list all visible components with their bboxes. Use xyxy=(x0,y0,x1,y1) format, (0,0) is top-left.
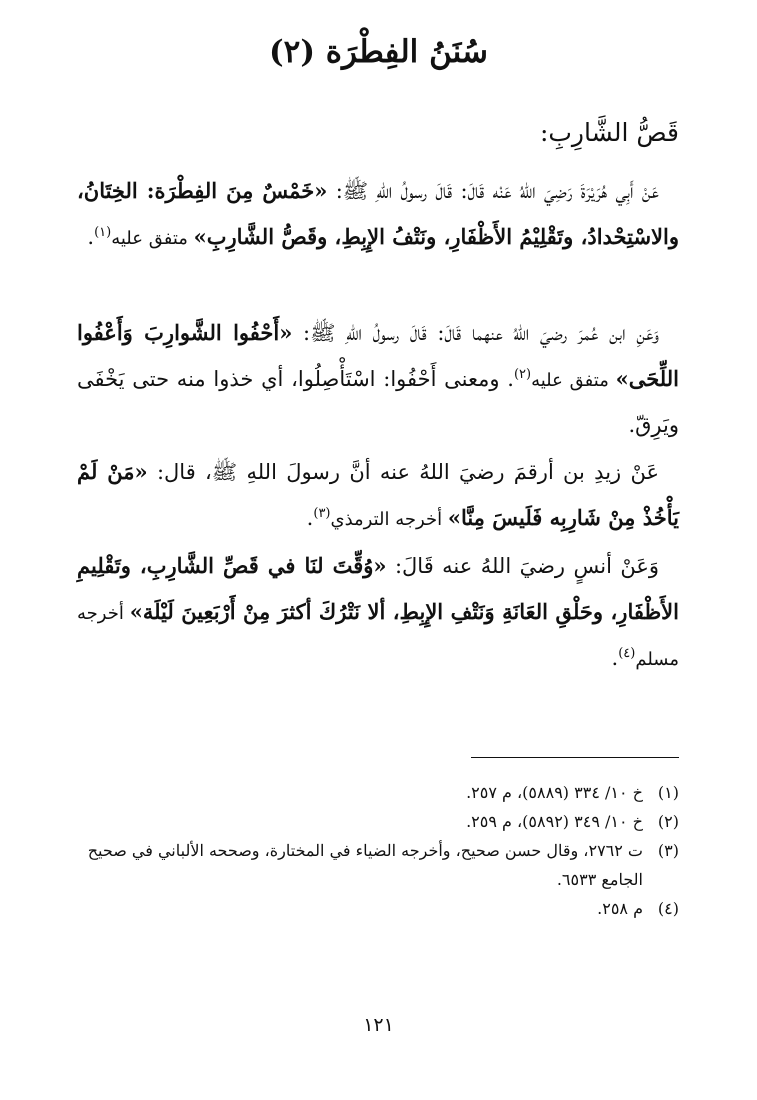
footnote-number: (٢) xyxy=(657,812,679,831)
paragraph-lead: وَعَنِ ابن عُمرَ رضيَ اللهُ عنهما قَالَ: قَالَ رسولُ اللهِ ﷺ: xyxy=(292,321,659,345)
hadith-source: أخرجه مسلم xyxy=(77,603,679,670)
hadith-text: «مَنْ لَمْ يَأْخُذْ مِنْ شَارِبِه فَلَيسَ مِنَّا» xyxy=(77,459,679,530)
footnote-number: (١) xyxy=(657,783,679,802)
paragraph-tail: . xyxy=(306,506,314,530)
footnote-divider xyxy=(471,757,679,758)
paragraph-tail: . xyxy=(611,646,619,670)
hadith-text: «خَمْسٌ مِنَ الفِطْرَة: الخِتَانُ، والاسْتِحْدادُ، وتَقْلِيْمُ الأَظْفَارِ، ونَتْفُ الإِبِطِ، وقَصُّ الشَّارِبِ» xyxy=(77,178,679,249)
paragraph-2 xyxy=(77,310,679,448)
page-title: سُنَنُ الفِطْرَة (٢) xyxy=(268,34,489,70)
footnotes-list xyxy=(69,778,679,923)
paragraph-lead: عَنْ زيدِ بن أرقمَ رضيَ اللهُ عنه أنَّ رسولَ اللهِ ﷺ، قال: xyxy=(147,460,659,484)
paragraph-lead: وَعَنْ أنسٍ رضيَ اللهُ عنه قَالَ: xyxy=(386,554,659,578)
hadith-source: متفق عليه xyxy=(531,370,616,391)
footnote-ref-1[interactable]: (١) xyxy=(94,225,112,240)
footnote-item xyxy=(69,807,679,836)
footnote-item xyxy=(69,894,679,923)
hadith-source: متفق عليه xyxy=(111,228,194,249)
paragraph-lead: عَنْ أَبِي هُرَيْرَةَ رَضِيَ اللهُ عَنْه قَالَ: قَالَ رسولُ اللهِ ﷺ: xyxy=(327,179,659,203)
hadith-text: «أَحْفُوا الشَّوارِبَ وَأَعْفُوا اللِّحَى» xyxy=(77,320,679,391)
footnote-item xyxy=(69,778,679,807)
footnote-number: (٣) xyxy=(657,841,679,860)
paragraph-tail: . xyxy=(87,225,95,249)
hadith-source: أخرجه الترمذي xyxy=(330,509,448,530)
footnote-ref-3[interactable]: (٣) xyxy=(313,506,331,521)
footnote-ref-4[interactable]: (٤) xyxy=(618,646,636,661)
footnote-item xyxy=(69,836,679,894)
page-number: ١٢١ xyxy=(363,1014,394,1036)
footnote-text: ت ٢٧٦٢، وقال حسن صحيح، وأخرجه الضياء في المختارة، وصححه الألباني في صحيح الجامع ٦٥٣٣. xyxy=(87,841,643,889)
paragraph-1 xyxy=(77,168,679,261)
footnote-text: خ ١٠/ ٣٣٤ (٥٨٨٩)، م ٢٥٧. xyxy=(466,783,643,802)
paragraph-tail: . ومعنى أَحْفُوا: اسْتَأْصِلُوا، أي خذوا منه حتى يَخْفَى ويَرِقّ. xyxy=(77,367,679,437)
footnote-text: م ٢٥٨. xyxy=(597,899,643,918)
footnote-ref-2[interactable]: (٢) xyxy=(513,367,532,382)
hadith-text: «وُقِّتَ لنَا في قَصِّ الشَّارِبِ، وتَقْلِيمِ الأَظْفَارِ، وحَلْقِ العَانَةِ وَنَتْفِ الإِبِطِ، ألا نَتْرُكَ أكثرَ مِنْ أَرْبَعِينَ لَيْلَة» xyxy=(77,553,679,624)
footnote-text: خ ١٠/ ٣٤٩ (٥٨٩٢)، م ٢٥٩. xyxy=(466,812,643,831)
paragraph-4 xyxy=(77,543,679,682)
footnote-number: (٤) xyxy=(657,899,679,918)
paragraph-3 xyxy=(77,449,679,542)
section-heading: قَصُّ الشَّارِبِ: xyxy=(539,118,679,147)
